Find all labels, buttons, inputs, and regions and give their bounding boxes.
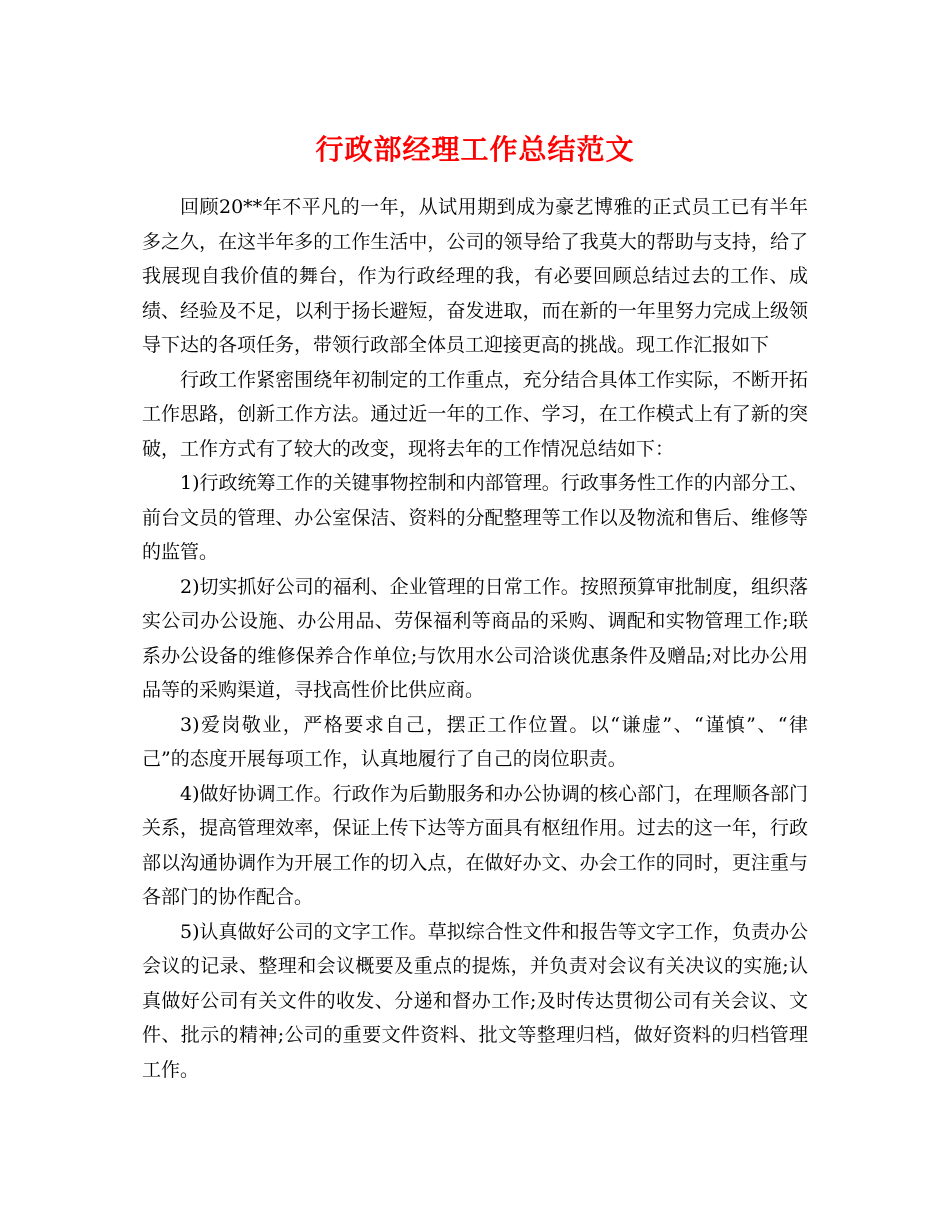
paragraph-item-1: 1)行政统筹工作的关键事物控制和内部管理。行政事务性工作的内部分工、前台文员的管理、办公室保洁、资料的分配整理等工作以及物流和售后、维修等的监管。 xyxy=(142,472,808,563)
document-title: 行政部经理工作总结范文 xyxy=(315,133,635,166)
paragraph-item-2: 2)切实抓好公司的福利、企业管理的日常工作。按照预算审批制度，组织落实公司办公设施、办公用品、劳保福利等商品的采购、调配和实物管理工作;联系办公设备的维修保养合作单位;与饮用水公司洽谈优惠条件及赠品;对比办公用品等的采购渠道，寻找高性价比供应商。 xyxy=(142,575,808,701)
paragraph-overview: 行政工作紧密围绕年初制定的工作重点，充分结合具体工作实际，不断开拓工作思路，创新工作方法。通过近一年的工作、学习，在工作模式上有了新的突破，工作方式有了较大的改变，现将去年的工作情况总结如下： xyxy=(142,368,808,460)
paragraph-item-4: 4)做好协调工作。行政作为后勤服务和办公协调的核心部门，在理顺各部门关系，提高管理效率，保证上传下达等方面具有枢纽作用。过去的这一年，行政部以沟通协调作为开展工作的切入点，在做好办文、办会工作的同时，更注重与各部门的协作配合。 xyxy=(142,782,808,908)
paragraph-item-5: 5)认真做好公司的文字工作。草拟综合性文件和报告等文字工作，负责办公会议的记录、整理和会议概要及重点的提炼，并负责对会议有关决议的实施;认真做好公司有关文件的收发、分递和督办工作;及时传达贯彻公司有关会议、文件、批示的精神;公司的重要文件资料、批文等整理归档，做好资料的归档管理工作。 xyxy=(142,920,808,1081)
paragraph-intro: 回顾20**年不平凡的一年，从试用期到成为豪艺博雅的正式员工已有半年多之久，在这半年多的工作生活中，公司的领导给了我莫大的帮助与支持，给了我展现自我价值的舞台，作为行政经理的我，有必要回顾总结过去的工作、成绩、经验及不足，以利于扬长避短，奋发进取，而在新的一年里努力完成上级领导下达的各项任务，带领行政部全体员工迎接更高的挑战。现工作汇报如下 xyxy=(142,196,808,356)
paragraph-item-3: 3)爱岗敬业，严格要求自己，摆正工作位置。以“谦虚”、“谨慎”、“律己”的态度开展每项工作，认真地履行了自己的岗位职责。 xyxy=(142,713,808,770)
